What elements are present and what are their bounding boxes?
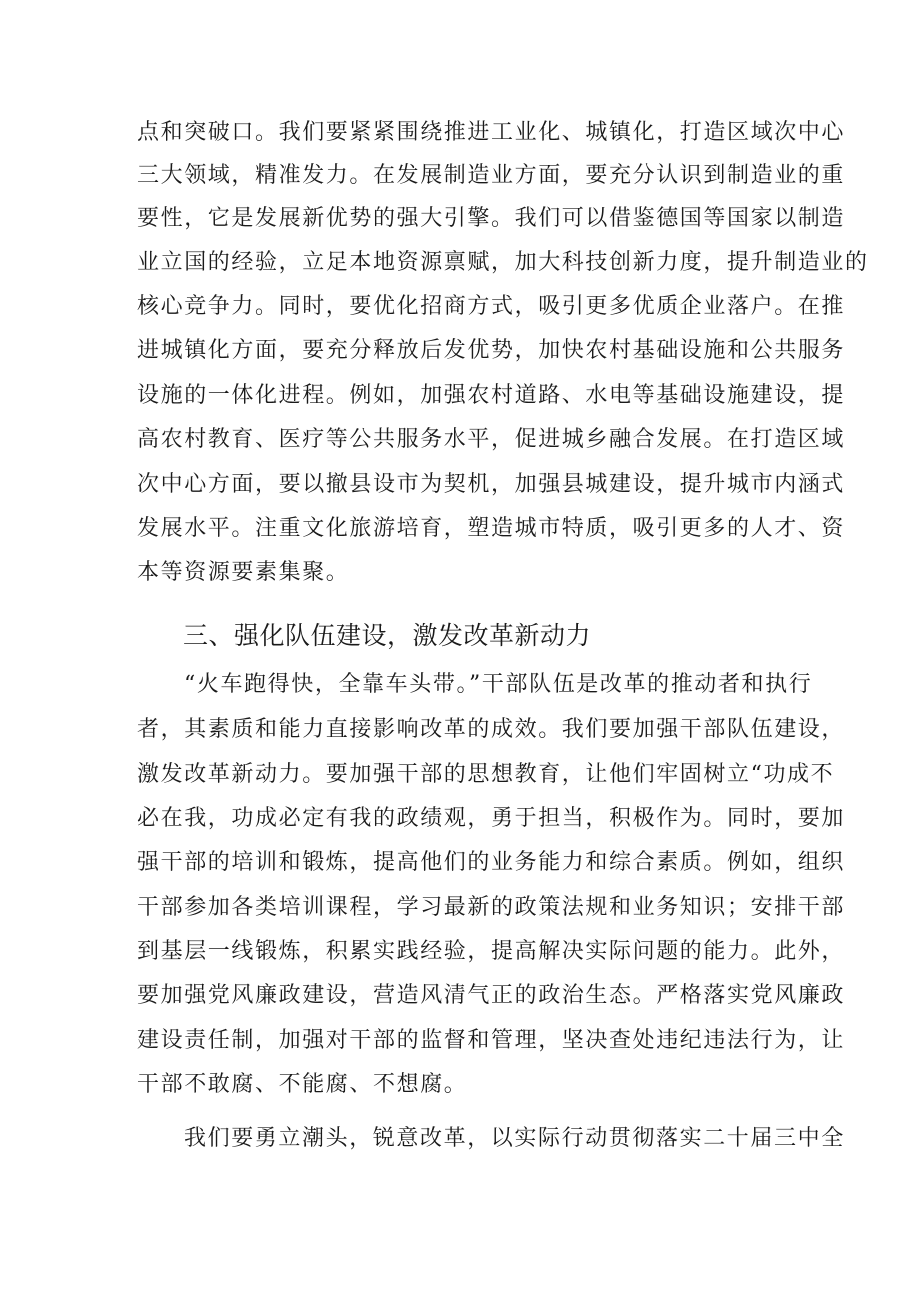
text-line: 干部参加各类培训课程，学习最新的政策法规和业务知识；安排干部 [137,895,846,920]
text-line: 要加强党风廉政建设，营造风清气正的政治生态。严格落实党风廉政 [137,983,846,1008]
text-line: 激发改革新动力。要加强干部的思想教育，让他们牢固树立“功成不 [137,762,835,787]
text-line: 必在我，功成必定有我的政绩观，勇于担当，积极作为。同时，要加 [137,806,846,831]
text-line: 到基层一线锻炼，积累实践经验，提高解决实际问题的能力。此外， [137,939,846,964]
text-line: 建设责任制，加强对干部的监督和管理，坚决查处违纪违法行为，让 [137,1028,846,1053]
text-line: 次中心方面，要以撤县设市为契机，加强县城建设，提升城市内涵式 [137,472,846,497]
text-line: 设施的一体化进程。例如，加强农村道路、水电等基础设施建设，提 [137,383,846,408]
text-line: 干部不敢腐、不能腐、不想腐。 [137,1072,468,1097]
text-line: 点和突破口。我们要紧紧围绕推进工业化、城镇化，打造区域次中心 [137,120,846,145]
text-line: 进城镇化方面，要充分释放后发优势，加快农村基础设施和公共服务 [137,338,846,363]
text-line: 发展水平。注重文化旅游培育，塑造城市特质，吸引更多的人才、资 [137,516,846,541]
text-line: “火车跑得快，全靠车头带。”干部队伍是改革的推动者和执行 [184,672,813,697]
section-heading: 三、强化队伍建设，激发改革新动力 [183,621,592,650]
text-line: 者，其素质和能力直接影响改革的成效。我们要加强干部队伍建设， [137,717,846,742]
text-line: 高农村教育、医疗等公共服务水平，促进城乡融合发展。在打造区域 [137,427,846,452]
text-line: 我们要勇立潮头，锐意改革，以实际行动贯彻落实二十届三中全 [184,1126,845,1151]
text-line: 要性，它是发展新优势的强大引擎。我们可以借鉴德国等国家以制造 [137,206,846,231]
text-line: 强干部的培训和锻炼，提高他们的业务能力和综合素质。例如，组织 [137,850,846,875]
text-line: 核心竞争力。同时，要优化招商方式，吸引更多优质企业落户。在推 [137,294,846,319]
text-line: 三大领域，精准发力。在发展制造业方面，要充分认识到制造业的重 [137,163,846,188]
text-line: 本等资源要素集聚。 [137,560,350,585]
text-line: 业立国的经验，立足本地资源禀赋，加大科技创新力度，提升制造业的 [137,250,869,275]
